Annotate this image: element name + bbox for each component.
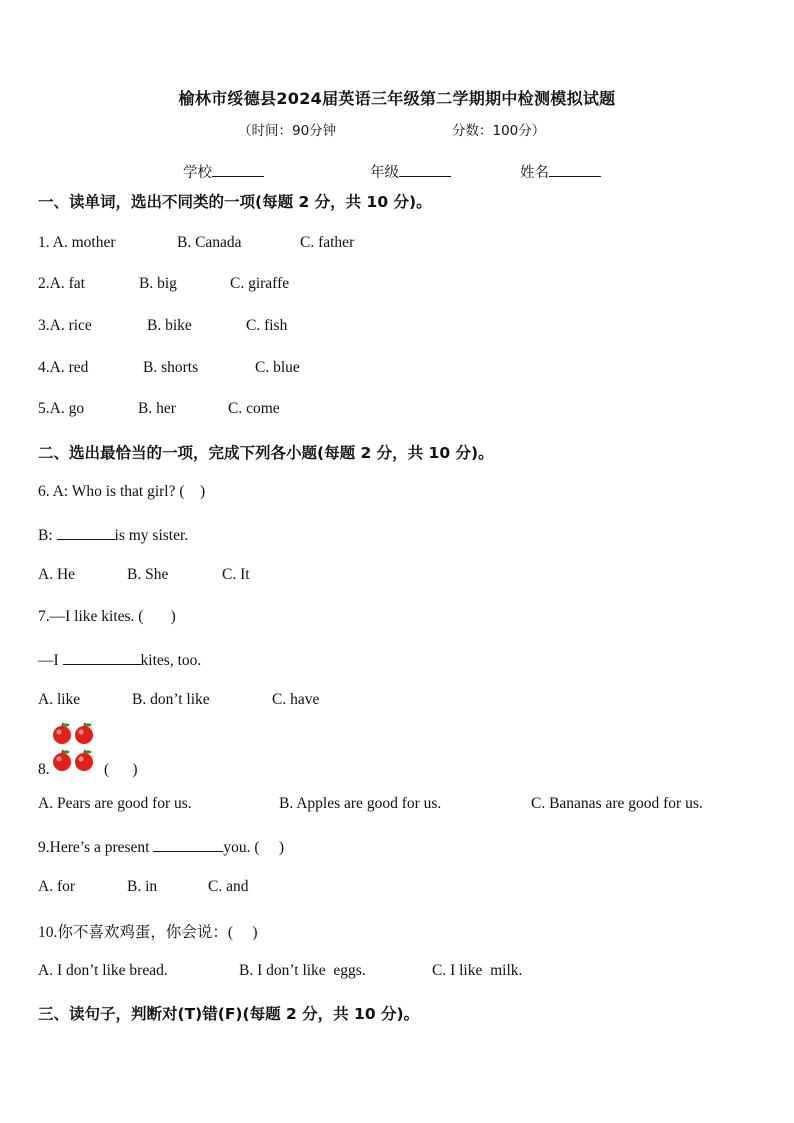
name-label: 姓名 <box>520 165 549 181</box>
school-label: 学校 <box>183 165 212 181</box>
apple-icon <box>53 723 71 744</box>
q9-option-b: B. in <box>127 878 158 895</box>
apple-icon <box>75 723 93 744</box>
q9-blank <box>153 837 223 852</box>
q5-option-a: 5.A. go <box>38 400 85 417</box>
school-blank <box>212 162 264 177</box>
q1-option-b: B. Canada <box>177 234 242 251</box>
q10-stem: 10.你不喜欢鸡蛋，你会说：( ) <box>38 924 258 941</box>
q10-option-b: B. I don’t like eggs. <box>239 962 366 979</box>
grade-label: 年级 <box>370 165 399 181</box>
page-title: 榆林市绥德县2024届英语三年级第二学期期中检测模拟试题 <box>178 89 616 108</box>
q2-option-a: 2.A. fat <box>38 275 85 292</box>
q1-option-c: C. father <box>300 234 355 251</box>
apples-picture <box>50 722 98 774</box>
q7-option-b: B. don’t like <box>132 691 210 708</box>
q8-option-b: B. Apples are good for us. <box>279 795 442 812</box>
apple-icon <box>53 750 71 771</box>
q7-sentence-end: kites, too. <box>140 652 202 669</box>
q3-option-c: C. fish <box>246 317 288 334</box>
q7-blank <box>63 650 141 665</box>
q6-line-2 <box>38 525 188 545</box>
q6-option-b: B. She <box>127 566 169 583</box>
q4-option-b: B. shorts <box>143 359 199 376</box>
q6-blank <box>57 525 115 540</box>
q8-option-c: C. Bananas are good for us. <box>531 795 703 812</box>
q9-stem-end: you. ( ) <box>223 839 285 856</box>
q2-option-c: C. giraffe <box>230 275 290 292</box>
q10-option-c: C. I like milk. <box>432 962 523 979</box>
q8-number: 8. <box>38 761 50 778</box>
q2-option-b: B. big <box>139 275 177 292</box>
grade-field <box>370 161 451 182</box>
q8-answer-paren: ( ) <box>104 761 138 778</box>
q9-option-a: A. for <box>38 878 76 895</box>
section-3-heading: 三、读句子，判断对(T)错(F)(每题 2 分，共 10 分)。 <box>38 1005 420 1023</box>
q4-option-a: 4.A. red <box>38 359 89 376</box>
q7-speaker: —I <box>38 652 63 669</box>
q10-option-a: A. I don’t like bread. <box>38 962 168 979</box>
name-blank <box>549 162 601 177</box>
q1-number: 1. <box>38 234 53 251</box>
q7-line-2 <box>38 650 201 670</box>
apple-icon <box>75 750 93 771</box>
section-2-heading: 二、选出最恰当的一项，完成下列各小题(每题 2 分，共 10 分)。 <box>38 444 494 462</box>
q3-option-a: 3.A. rice <box>38 317 92 334</box>
q7-stem: 7.—I like kites. ( ) <box>38 608 176 625</box>
name-field <box>520 161 601 182</box>
q9-option-c: C. and <box>208 878 249 895</box>
q1-option-a-text: A. mother <box>52 234 116 251</box>
q5-option-b: B. her <box>138 400 176 417</box>
q6-speaker: B: <box>38 527 57 544</box>
q3-option-b: B. bike <box>147 317 192 334</box>
q6-sentence-end: is my sister. <box>114 527 189 544</box>
school-field <box>183 161 264 182</box>
q6-option-a: A. He <box>38 566 76 583</box>
q1-option-a <box>38 234 116 252</box>
exam-score: 分数：100分） <box>452 123 546 139</box>
exam-time: （时间：90分钟 <box>238 123 337 139</box>
q6-stem: 6. A: Who is that girl? ( ) <box>38 483 206 500</box>
q8-option-a: A. Pears are good for us. <box>38 795 192 812</box>
q5-option-c: C. come <box>228 400 280 417</box>
q4-option-c: C. blue <box>255 359 300 376</box>
q7-option-c: C. have <box>272 691 320 708</box>
section-1-heading: 一、读单词，选出不同类的一项(每题 2 分，共 10 分)。 <box>38 193 432 211</box>
q7-option-a: A. like <box>38 691 81 708</box>
q6-option-c: C. It <box>222 566 250 583</box>
q9-stem-start: 9.Here’s a present <box>38 839 154 856</box>
grade-blank <box>399 162 451 177</box>
q9-stem <box>38 837 284 857</box>
